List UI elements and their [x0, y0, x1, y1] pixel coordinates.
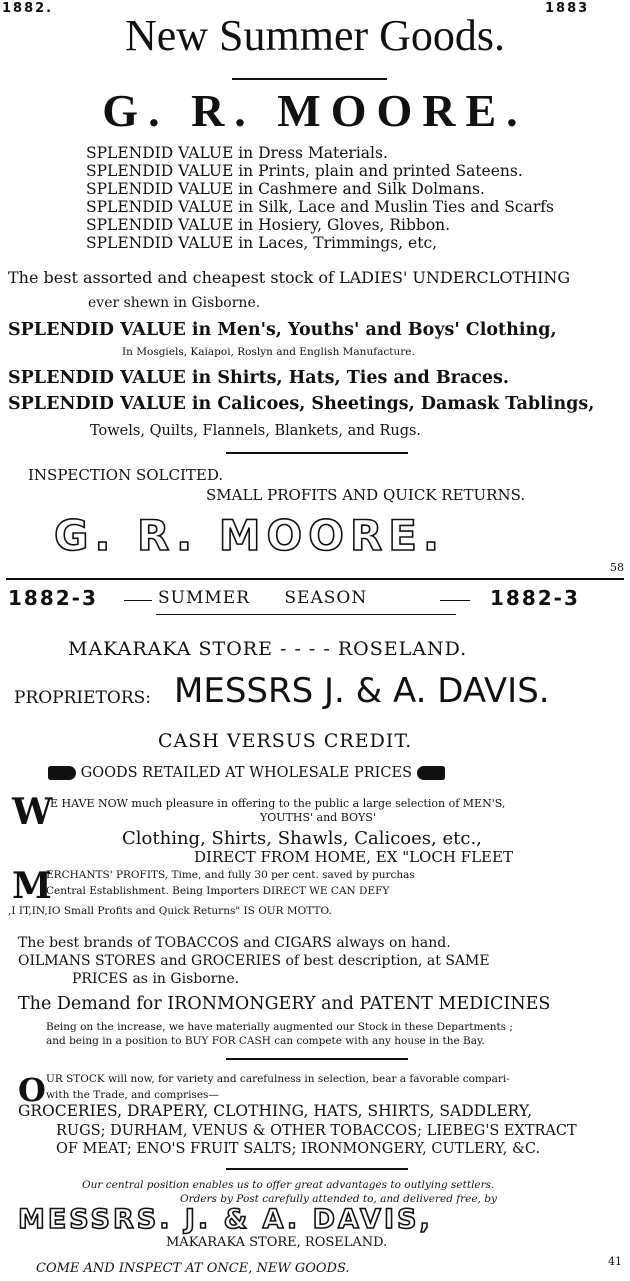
value-line: SPLENDID VALUE in Prints, plain and printed Sateens.: [86, 162, 523, 180]
value-line: SPLENDID VALUE in Hosiery, Gloves, Ribbon.: [86, 216, 451, 234]
value-line: SPLENDID VALUE in Silk, Lace and Muslin Ties and Scarfs: [86, 198, 554, 216]
calicoes-subline: Towels, Quilts, Flannels, Blankets, and Rugs.: [90, 423, 422, 439]
rule: [226, 452, 408, 454]
dash: [124, 600, 152, 601]
central-line: Orders by Post carefully attended to, and delivered free, by: [180, 1193, 497, 1205]
paragraph-line: UR STOCK will now, for variety and carefulness in selection, bear a favorable compari-: [46, 1073, 510, 1085]
demand-line: The Demand for IRONMONGERY and PATENT MEDICINES: [18, 994, 551, 1014]
rule: [232, 78, 387, 80]
demand-subline: and being in a position to BUY FOR CASH can compete with any house in the Bay.: [46, 1035, 485, 1047]
closing-line: COME AND INSPECT AT ONCE, NEW GOODS.: [36, 1261, 350, 1276]
clothing-line: SPLENDID VALUE in Men's, Youths' and Boys' Clothing,: [8, 320, 557, 340]
rule: [226, 1168, 408, 1170]
season-year-right: 1882-3: [490, 586, 580, 610]
paragraph-line: Clothing, Shirts, Shawls, Calicoes, etc.,: [122, 828, 482, 849]
rule: [226, 1058, 408, 1060]
stock-list-line: GROCERIES, DRAPERY, CLOTHING, HATS, SHIRTS, SADDLERY,: [18, 1102, 533, 1120]
calicoes-line: SPLENDID VALUE in Calicoes, Sheetings, Damask Tablings,: [8, 394, 595, 414]
cash-line: CASH VERSUS CREDIT.: [158, 730, 413, 752]
paragraph-line: E HAVE NOW much pleasure in offering to the public a large selection of MEN'S,: [50, 797, 506, 810]
drop-cap: M: [12, 865, 52, 907]
paragraph-line: Central Establishment. Being Importers DIRECT WE CAN DEFY: [46, 885, 390, 897]
season-year-left: 1882-3: [8, 586, 98, 610]
pointing-hand-icon: [48, 766, 76, 780]
value-line: SPLENDID VALUE in Laces, Trimmings, etc,: [86, 234, 438, 252]
divider: [6, 578, 624, 580]
davis-signature-subline: MAKARAKA STORE, ROSELAND.: [166, 1235, 388, 1250]
tobacco-line: The best brands of TOBACCOS and CIGARS always on hand.: [18, 935, 451, 951]
store-line: MAKARAKA STORE - - - - ROSELAND.: [68, 638, 468, 660]
pointing-hand-icon: [417, 766, 445, 780]
firm-name: G. R. MOORE.: [102, 85, 528, 136]
stock-list-line: RUGS; DURHAM, VENUS & OTHER TOBACCOS; LIEBEG'S EXTRACT: [56, 1123, 577, 1139]
paragraph-line: DIRECT FROM HOME, EX "LOCH FLEET: [194, 848, 513, 866]
reference-number: 58: [610, 561, 624, 574]
shirts-line: SPLENDID VALUE in Shirts, Hats, Ties and Braces.: [8, 368, 509, 388]
value-line: SPLENDID VALUE in Cashmere and Silk Dolmans.: [86, 180, 485, 198]
dash: [440, 600, 470, 601]
retail-text: GOODS RETAILED AT WHOLESALE PRICES: [80, 765, 413, 781]
paragraph-line: ERCHANTS' PROFITS, Time, and fully 30 per cent. saved by purchas: [46, 869, 415, 881]
central-line: Our central position enables us to offer great advantages to outlying settlers.: [82, 1179, 495, 1191]
reference-number: 41: [608, 1255, 622, 1268]
year-left: 1882.: [2, 1, 54, 16]
retail-line: [48, 766, 445, 781]
underclothing-line: The best assorted and cheapest stock of LADIES' UNDERCLOTHING: [8, 268, 571, 287]
proprietors-label: PROPRIETORS:: [14, 688, 151, 708]
drop-cap: O: [18, 1071, 46, 1109]
rule: [156, 614, 456, 615]
value-line: SPLENDID VALUE in Dress Materials.: [86, 144, 388, 162]
moore-signature: G. R. MOORE.: [54, 511, 445, 560]
proprietors-name: MESSRS J. & A. DAVIS.: [174, 671, 550, 711]
oilmans-line: OILMANS STORES and GROCERIES of best description, at SAME: [18, 953, 490, 969]
demand-subline: Being on the increase, we have materially augmented our Stock in these Departments ;: [46, 1021, 513, 1033]
paragraph-line: YOUTHS' and BOYS': [260, 811, 376, 824]
oilmans-line: PRICES as in Gisborne.: [72, 971, 240, 987]
year-right: 1883: [545, 1, 590, 16]
drop-cap: W: [12, 791, 53, 833]
stock-list-line: OF MEAT; ENO'S FRUIT SALTS; IRONMONGERY, CUTLERY, &C.: [56, 1141, 541, 1157]
paragraph-line: with the Trade, and comprises—: [46, 1089, 219, 1101]
davis-signature: MESSRS. J. & A. DAVIS,: [18, 1204, 433, 1235]
clothing-subline: In Mosgiels, Kaiapoi, Roslyn and English Manufacture.: [122, 346, 415, 358]
inspection-text: INSPECTION SOLCITED.: [28, 466, 224, 484]
season-title: SUMMER SEASON: [158, 588, 368, 608]
profits-text: SMALL PROFITS AND QUICK RETURNS.: [206, 486, 526, 504]
paragraph-line: ,I IT,IN,IO Small Profits and Quick Returns" IS OUR MOTTO.: [8, 905, 332, 917]
headline: New Summer Goods.: [124, 11, 506, 60]
underclothing-line: ever shewn in Gisborne.: [88, 295, 261, 311]
